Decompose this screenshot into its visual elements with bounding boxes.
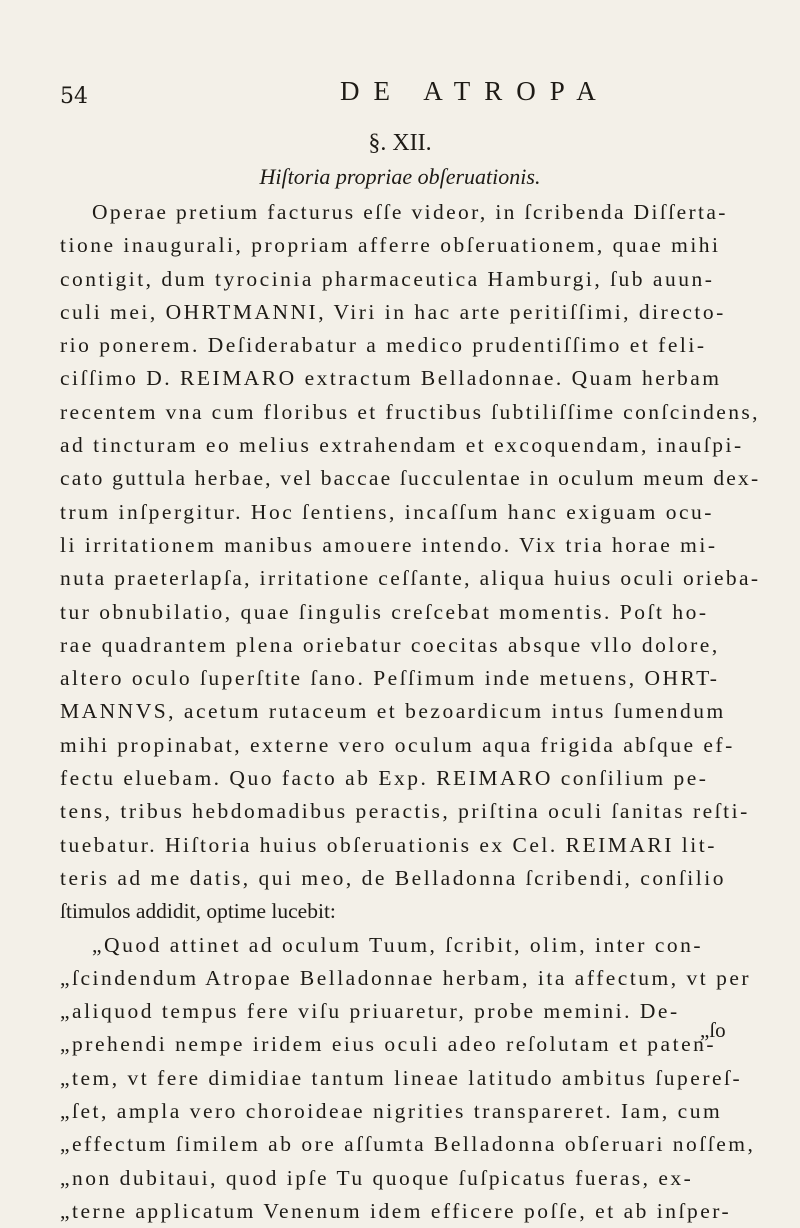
text-line: tione inaugurali, propriam afferre obſeruationem, quae mihi <box>60 233 721 258</box>
text-line: „terne applicatum Venenum idem efficere poſſe, et ab inſper- <box>60 1198 732 1223</box>
text-line: tens, tribus hebdomadibus peractis, priſtina oculi ſanitas reſti- <box>60 799 750 824</box>
text-line: rae quadrantem plena oriebatur coecitas absque vllo dolore, <box>60 632 720 657</box>
section-number: §. XII. <box>368 130 432 156</box>
text-line: „non dubitaui, quod ipſe Tu quoque ſuſpicatus fueras, ex- <box>60 1165 694 1190</box>
section-subtitle: Hiſtoria propriae obſeruationis. <box>259 164 541 189</box>
text-line: „prehendi nempe iridem eius oculi adeo reſolutam et paten- <box>60 1032 717 1057</box>
text-line: teris ad me datis, qui meo, de Belladonna ſcribendi, conſilio <box>60 865 726 890</box>
text-line: li irritationem manibus amouere intendo. Vix tria horae mi- <box>60 532 718 557</box>
text-line: mihi propinabat, externe vero oculum aqua frigida abſque ef- <box>60 732 735 757</box>
text-line: altero oculo ſuperſtite ſano. Peſſimum inde metuens, OHRT- <box>60 666 720 691</box>
body-text <box>60 196 760 1228</box>
text-line: ciſſimo D. REIMARO extractum Belladonnae. Quam herbam <box>60 366 722 391</box>
catchword: „ſo <box>700 1018 726 1042</box>
text-line: „effectum ſimilem ab ore aſſumta Belladonna obſeruari noſſem, <box>60 1132 756 1157</box>
text-line: „aliquod tempus fere viſu priuaretur, probe memini. De- <box>60 999 680 1024</box>
text-line: „tem, vt fere dimidiae tantum lineae latitudo ambitus ſupereſ- <box>60 1065 743 1090</box>
text-line: ad tincturam eo melius extrahendam et excoquendam, inauſpi- <box>60 433 744 458</box>
text-line: recentem vna cum floribus et fructibus ſubtiliſſime conſcindens, <box>60 399 760 424</box>
text-line: contigit, dum tyrocinia pharmaceutica Hamburgi, ſub auun- <box>60 266 715 291</box>
text-line: tuebatur. Hiſtoria huius obſeruationis ex Cel. REIMARI lit- <box>60 832 717 857</box>
text-line: Operae pretium facturus eſſe videor, in ſcribenda Diſſerta- <box>92 200 728 224</box>
text-line: trum inſpergitur. Hoc ſentiens, incaſſum hanc exiguam ocu- <box>60 499 714 524</box>
text-line: tur obnubilatio, quae ſingulis creſcebat momentis. Poſt ho- <box>60 599 709 624</box>
text-line: „ſcindendum Atropae Belladonnae herbam, ita affectum, vt per <box>60 965 752 990</box>
text-line: rio ponerem. Deſiderabatur a medico prudentiſſimo et feli- <box>60 333 707 358</box>
page-header <box>0 76 800 116</box>
text-line: „ſet, ampla vero choroideae nigrities transpareret. Iam, cum <box>60 1099 723 1124</box>
text-line: „Quod attinet ad oculum Tuum, ſcribit, olim, inter con- <box>92 932 704 957</box>
text-line: fectu eluebam. Quo facto ab Exp. REIMARO conſilium pe- <box>60 766 709 791</box>
page-number: 54 <box>60 84 88 109</box>
text-line: MANNVS, acetum rutaceum et bezoardicum intus ſumendum <box>60 699 726 724</box>
text-line: culi mei, OHRTMANNI, Viri in hac arte peritiſſimi, directo- <box>60 299 726 324</box>
text-line: nuta praeterlapſa, irritatione ceſſante, aliqua huius oculi orieba- <box>60 566 760 591</box>
text-line: cato guttula herbae, vel baccae ſucculentae in oculum meum dex- <box>60 466 760 491</box>
running-head: DE ATROPA <box>340 76 610 106</box>
text-line: ſtimulos addidit, optime lucebit: <box>60 899 336 924</box>
